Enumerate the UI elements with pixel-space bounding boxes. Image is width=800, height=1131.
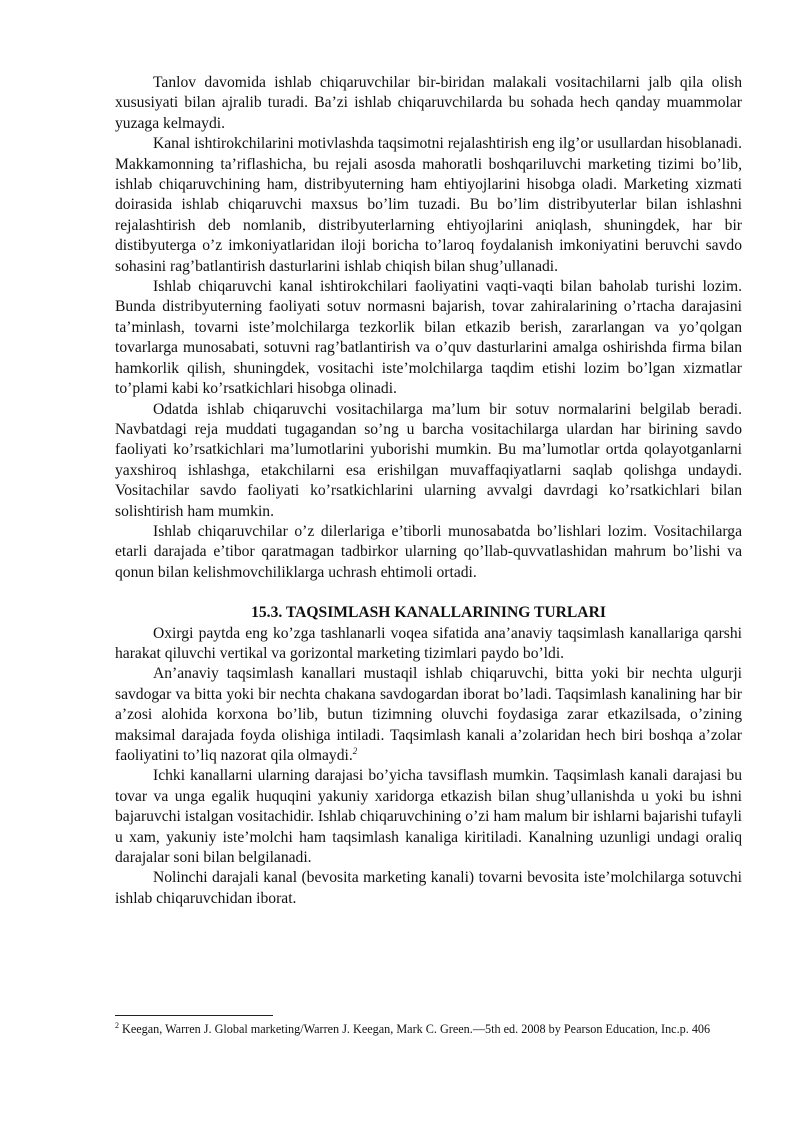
paragraph: Ichki kanallarni ularning darajasi bo’yicha tavsiflash mumkin. Taqsimlash kanali darajasi bu tovar va unga egalik huquqini yakuniy xaridorga etkazish bilan shug’ullanishda u yoki bu ishni bajaruvchi istalgan vositachidir. Ishlab chiqaruvchining o’zi ham malum bir ishlarni bajarishi tufayli u xam, yakuniy iste’molchi ham taqsimlash kanaliga kiritiladi. Kanalning uzunligi undagi oraliq darajalar soni bilan belgilanadi. <box>115 767 742 867</box>
footnote-divider <box>115 1015 273 1016</box>
main-text <box>115 73 742 909</box>
paragraph: Ishlab chiqaruvchilar o’z dilerlariga e’tiborli munosabatda bo’lishlari lozim. Vositachilarga etarli darajada e’tibor qaratmagan tadbirkor ularning qo’llab-quvvatlashidan mahrum bo’lishi va qonun bilan kelishmovchiliklarga uchrash ehtimoli ortadi. <box>115 522 742 581</box>
paragraph: Tanlov davomida ishlab chiqaruvchilar bir-biridan malakali vositachilarni jalb qila olish xususiyati bilan ajralib turadi. Ba’zi ishlab chiqaruvchilarda bu sohada hech qanday muammolar yuzaga kelmaydi. <box>115 74 742 132</box>
paragraph: Ishlab chiqaruvchi kanal ishtirokchilari faoliyatini vaqti-vaqti bilan baholab turishi lozim. Bunda distribyuterning faoliyati sotuv normasni bajarish, tovar zahiralarining o’rtacha darajasini ta’minlash, tovarni iste’molchilarga tezkorlik bilan etkazib berish, zararlangan va yo’qolgan tovarlarga munosabati, sotuvni rag’batlantirish va o’quv dasturlarini amalga oshirishda firma bilan hamkorlik qilish, shuningdek, vositachi iste’molchilarga taqdim etishi lozim bo’lgan xizmatlar to’plami kabi ko’rsatkichlari hisobga olinadi. <box>115 278 742 398</box>
footnote-text: Keegan, Warren J. Global marketing/Warren J. Keegan, Mark C. Green.—5th ed. 2008 by Pearson Education, Inc.p. 406 <box>119 1022 711 1036</box>
paragraph: Nolinchi darajali kanal (bevosita marketing kanali) tovarni bevosita iste’molchilarga sotuvchi ishlab chiqaruvchidan iborat. <box>115 869 742 907</box>
footnote-number: 2 <box>115 1020 119 1030</box>
footnote-reference[interactable]: 2 <box>352 745 358 756</box>
paragraph <box>115 664 742 766</box>
paragraph: Odatda ishlab chiqaruvchi vositachilarga ma’lum bir sotuv normalarini belgilab beradi. Navbatdagi reja muddati tugagandan so’ng u barcha vositachilarga ulardan har birining savdo faoliyati ko’rsatkichlari ma’lumotlarini yuborishi mumkin. Bu ma’lumotlar ortda qolayotganlarni yaxshiroq ishlashga, etakchilarni esa erishilgan muvaffaqiyatlarni saqlab qolishga undaydi. Vositachilar savdo faoliyati ko’rsatkichlarini ularning avvalgi davrdagi ko’rsatkichlari bilan solishtirish ham mumkin. <box>115 400 742 520</box>
section-heading: 15.3. TAQSIMLASH KANALLARINING TURLARI <box>251 604 606 622</box>
paragraph: Kanal ishtirokchilarini motivlashda taqsimotni rejalashtirish eng ilg’or usullardan hisoblanadi. Makkamonning ta’riflashicha, bu rejali asosda mahoratli boshqariluvchi marketing tizimi bo’lib, ishlab chiqaruvchining ham, distribyuterning ham ehtiyojlarini hisobga oladi. Marketing xizmati doirasida ishlab chiqaruvchi maxsus bo’lim tuzadi. Bu bo’lim distribyuterlar bilan ishlashni rejalashtirish deb nomlanib, distribyuterlarning ehtiyojlarini aniqlash, shuningdek, har bir distibyuterga o’z imkoniyatlaridan iloji boricha to’laroq foydalanish imkoniyatini beruvchi savdo sohasini rag’batlantirish dasturlarini ishlab chiqish bilan shug’ullanadi. <box>115 135 742 275</box>
footnote <box>115 1021 742 1038</box>
paragraph: Oxirgi paytda eng ko’zga tashlanarli voqea sifatida ana’anaviy taqsimlash kanallariga qarshi harakat qiluvchi vertikal va gorizontal marketing tizimlari paydo bo’ldi. <box>115 624 742 662</box>
paragraph-text: An’anaviy taqsimlash kanallari mustaqil ishlab chiqaruvchi, bitta yoki bir nechta ulgurji savdogar va bitta yoki bir nechta chakana savdogardan iborat bo’ladi. Taqsimlash kanalining har bir a’zosi alohida korxona bo’lib, butun tizimning oluvchi foydasiga zarar etkazilsada, o’zining maksimal darajada foyda olishiga intiladi. Taqsimlash kanali a’zolaridan hech biri boshqa a’zolar faoliyatini to’liq nazorat qila olmaydi. <box>115 665 742 764</box>
